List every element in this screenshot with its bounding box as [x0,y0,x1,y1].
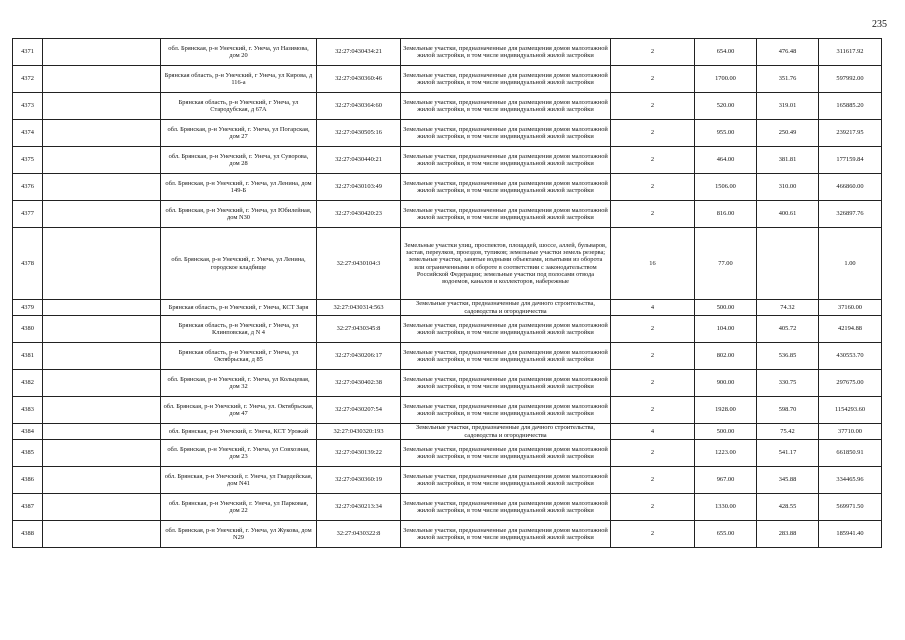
row-number-cell: 4383 [13,397,43,424]
blank-cell [43,39,161,66]
blank-cell [43,440,161,467]
group-cell: 2 [611,397,695,424]
table-row [13,370,882,397]
price-cell: 74.32 [757,300,819,316]
row-number-cell: 4388 [13,521,43,548]
area-cell: 900.00 [695,370,757,397]
land-category-cell: Земельные участки, предназначенные для размещения домов малоэтажной жилой застройки, в том числе индивидуальной жилой застройки [401,39,611,66]
area-cell: 1506.00 [695,174,757,201]
area-cell: 464.00 [695,147,757,174]
address-cell: Брянская область, р-н Унечский, г Унеча, ул Кирова, д 116-а [161,66,317,93]
group-cell: 2 [611,174,695,201]
group-cell: 2 [611,201,695,228]
group-cell: 2 [611,66,695,93]
table-row [13,66,882,93]
price-cell: 330.75 [757,370,819,397]
row-number-cell: 4385 [13,440,43,467]
price-cell: 405.72 [757,316,819,343]
cadastral-number-cell: 32:27:0430440:21 [317,147,401,174]
group-cell: 2 [611,39,695,66]
land-category-cell: Земельные участки, предназначенные для размещения домов малоэтажной жилой застройки, в том числе индивидуальной жилой застройки [401,66,611,93]
blank-cell [43,370,161,397]
land-category-cell: Земельные участки, предназначенные для размещения домов малоэтажной жилой застройки, в том числе индивидуальной жилой застройки [401,316,611,343]
cadastral-number-cell: 32:27:0430104:3 [317,228,401,300]
land-category-cell: Земельные участки улиц, проспектов, площадей, шоссе, аллей, бульваров, застав, переулков, проездов, тупиков; земельные участки земель резерва; земельные участки, занятые водными объектами, изъятыми из оборота или ограниченными в обороте в соответствии с законодательством Российской Федерации; земельные участки под полосами отвода водоемов, каналов и коллекторов, набережные [401,228,611,300]
cadastral-number-cell: 32:27:0430364:60 [317,93,401,120]
address-cell: обл. Брянская, р-н Унечский, г. Унеча, ул Суворова, дом 28 [161,147,317,174]
area-cell: 955.00 [695,120,757,147]
cadastral-number-cell: 32:27:0430103:49 [317,174,401,201]
land-category-cell: Земельные участки, предназначенные для размещения домов малоэтажной жилой застройки, в том числе индивидуальной жилой застройки [401,201,611,228]
address-cell: Брянская область, р-н Унечский, г Унеча, ул Клинповская, д N 4 [161,316,317,343]
cadastral-number-cell: 32:27:0430207:54 [317,397,401,424]
group-cell: 16 [611,228,695,300]
address-cell: обл. Брянская, р-н Унечский, г. Унеча, ул. Октябрьская, дом 47 [161,397,317,424]
cadastral-value-cell: 37710.00 [819,424,882,440]
price-cell: 250.49 [757,120,819,147]
row-number-cell: 4372 [13,66,43,93]
blank-cell [43,494,161,521]
area-cell: 967.00 [695,467,757,494]
land-category-cell: Земельные участки, предназначенные для размещения домов малоэтажной жилой застройки, в том числе индивидуальной жилой застройки [401,120,611,147]
address-cell: Брянская область, р-н Унечский, г Унеча, ул Октябрьская, д 85 [161,343,317,370]
cadastral-value-cell: 177159.84 [819,147,882,174]
blank-cell [43,120,161,147]
group-cell: 2 [611,440,695,467]
row-number-cell: 4387 [13,494,43,521]
area-cell: 1928.00 [695,397,757,424]
cadastral-value-cell: 1.00 [819,228,882,300]
table-row [13,521,882,548]
address-cell: обл. Брянская, р-н Унечский, г. Унеча, ул Гвардейская, дом N41 [161,467,317,494]
price-cell [757,228,819,300]
blank-cell [43,201,161,228]
blank-cell [43,228,161,300]
land-category-cell: Земельные участки, предназначенные для размещения домов малоэтажной жилой застройки, в том числе индивидуальной жилой застройки [401,440,611,467]
row-number-cell: 4375 [13,147,43,174]
cadastral-value-cell: 1154293.60 [819,397,882,424]
group-cell: 2 [611,120,695,147]
land-registry-table [12,38,882,548]
table-row [13,120,882,147]
blank-cell [43,467,161,494]
group-cell: 2 [611,370,695,397]
area-cell: 500.00 [695,300,757,316]
cadastral-number-cell: 32:27:0430360:19 [317,467,401,494]
table-row [13,343,882,370]
page-number: 235 [872,19,887,30]
land-category-cell: Земельные участки, предназначенные для размещения домов малоэтажной жилой застройки, в том числе индивидуальной жилой застройки [401,93,611,120]
land-category-cell: Земельные участки, предназначенные для размещения домов малоэтажной жилой застройки, в том числе индивидуальной жилой застройки [401,467,611,494]
row-number-cell: 4380 [13,316,43,343]
table-row [13,494,882,521]
area-cell: 520.00 [695,93,757,120]
cadastral-number-cell: 32:27:0430320:193 [317,424,401,440]
address-cell: обл. Брянская, р-н Унечский, г. Унеча, ул Ленина, дом 149-Б [161,174,317,201]
land-category-cell: Земельные участки, предназначенные для размещения домов малоэтажной жилой застройки, в том числе индивидуальной жилой застройки [401,147,611,174]
cadastral-number-cell: 32:27:0430314:563 [317,300,401,316]
cadastral-number-cell: 32:27:0430206:17 [317,343,401,370]
cadastral-number-cell: 32:27:0430139:22 [317,440,401,467]
area-cell: 1330.00 [695,494,757,521]
address-cell: Брянская область, р-н Унечский, г Унеча, КСТ Заря [161,300,317,316]
row-number-cell: 4379 [13,300,43,316]
row-number-cell: 4386 [13,467,43,494]
cadastral-number-cell: 32:27:0430505:16 [317,120,401,147]
cadastral-value-cell: 311617.92 [819,39,882,66]
blank-cell [43,397,161,424]
price-cell: 428.55 [757,494,819,521]
group-cell: 2 [611,494,695,521]
cadastral-value-cell: 661850.91 [819,440,882,467]
area-cell: 1223.00 [695,440,757,467]
cadastral-number-cell: 32:27:0430434:21 [317,39,401,66]
address-cell: обл. Брянская, р-н Унечский, г. Унеча, ул Жукова, дом N29 [161,521,317,548]
cadastral-value-cell: 37160.00 [819,300,882,316]
address-cell: обл. Брянская, р-н Унечский, г. Унеча, ул Совхозная, дом 23 [161,440,317,467]
price-cell: 319.01 [757,93,819,120]
table-row [13,440,882,467]
area-cell: 104.00 [695,316,757,343]
group-cell: 2 [611,93,695,120]
area-cell: 1700.00 [695,66,757,93]
price-cell: 400.61 [757,201,819,228]
table-row [13,316,882,343]
blank-cell [43,147,161,174]
row-number-cell: 4378 [13,228,43,300]
row-number-cell: 4384 [13,424,43,440]
row-number-cell: 4373 [13,93,43,120]
group-cell: 2 [611,343,695,370]
group-cell: 2 [611,316,695,343]
cadastral-value-cell: 466860.00 [819,174,882,201]
land-category-cell: Земельные участки, предназначенные для размещения домов малоэтажной жилой застройки, в том числе индивидуальной жилой застройки [401,494,611,521]
price-cell: 381.81 [757,147,819,174]
table-row [13,174,882,201]
cadastral-value-cell: 185941.40 [819,521,882,548]
cadastral-value-cell: 42194.88 [819,316,882,343]
address-cell: обл. Брянская, р-н Унечский, г. Унеча, ул Парковая, дом 22 [161,494,317,521]
blank-cell [43,316,161,343]
area-cell: 655.00 [695,521,757,548]
land-category-cell: Земельные участки, предназначенные для размещения домов малоэтажной жилой застройки, в том числе индивидуальной жилой застройки [401,370,611,397]
price-cell: 476.48 [757,39,819,66]
cadastral-value-cell: 569971.50 [819,494,882,521]
cadastral-number-cell: 32:27:0430402:38 [317,370,401,397]
table-row [13,228,882,300]
address-cell: обл. Брянская, р-н Унечский, г. Унеча, ул Кольцевая, дом 32 [161,370,317,397]
group-cell: 4 [611,424,695,440]
group-cell: 2 [611,521,695,548]
land-category-cell: Земельные участки, предназначенные для размещения домов малоэтажной жилой застройки, в том числе индивидуальной жилой застройки [401,174,611,201]
cadastral-value-cell: 597992.00 [819,66,882,93]
cadastral-value-cell: 239217.95 [819,120,882,147]
table-row [13,93,882,120]
address-cell: обл. Брянская, р-н Унечский, г. Унеча, КСТ Урожай [161,424,317,440]
land-category-cell: Земельные участки, предназначенные для размещения домов малоэтажной жилой застройки, в том числе индивидуальной жилой застройки [401,521,611,548]
cadastral-value-cell: 326897.76 [819,201,882,228]
land-category-cell: Земельные участки, предназначенные для размещения домов малоэтажной жилой застройки, в том числе индивидуальной жилой застройки [401,343,611,370]
row-number-cell: 4371 [13,39,43,66]
row-number-cell: 4374 [13,120,43,147]
table-row [13,201,882,228]
area-cell: 500.00 [695,424,757,440]
land-category-cell: Земельные участки, предназначенные для размещения домов малоэтажной жилой застройки, в том числе индивидуальной жилой застройки [401,397,611,424]
land-category-cell: Земельные участки, предназначенные для дачного строительства, садоводства и огородничества [401,300,611,316]
row-number-cell: 4382 [13,370,43,397]
table-row [13,39,882,66]
area-cell: 77.00 [695,228,757,300]
price-cell: 541.17 [757,440,819,467]
table-row [13,424,882,440]
cadastral-value-cell: 165885.20 [819,93,882,120]
area-cell: 816.00 [695,201,757,228]
row-number-cell: 4377 [13,201,43,228]
blank-cell [43,174,161,201]
cadastral-number-cell: 32:27:0430345:8 [317,316,401,343]
cadastral-number-cell: 32:27:0430420:23 [317,201,401,228]
land-category-cell: Земельные участки, предназначенные для дачного строительства, садоводства и огородничества [401,424,611,440]
group-cell: 2 [611,467,695,494]
cadastral-number-cell: 32:27:0430360:46 [317,66,401,93]
address-cell: обл. Брянская, р-н Унечский, г. Унеча, ул Погарская, дом 27 [161,120,317,147]
cadastral-number-cell: 32:27:0430213:34 [317,494,401,521]
price-cell: 75.42 [757,424,819,440]
blank-cell [43,343,161,370]
address-cell: обл. Брянская, р-н Унечский, г. Унеча, ул Ленина, городское кладбище [161,228,317,300]
cadastral-number-cell: 32:27:0430322:8 [317,521,401,548]
table-row [13,300,882,316]
table-row [13,467,882,494]
area-cell: 802.00 [695,343,757,370]
price-cell: 351.76 [757,66,819,93]
area-cell: 654.00 [695,39,757,66]
blank-cell [43,66,161,93]
blank-cell [43,424,161,440]
group-cell: 2 [611,147,695,174]
price-cell: 283.88 [757,521,819,548]
row-number-cell: 4376 [13,174,43,201]
table-row [13,397,882,424]
address-cell: обл. Брянская, р-н Унечский, г. Унеча, ул Юбилейная, дом N30 [161,201,317,228]
cadastral-value-cell: 297675.00 [819,370,882,397]
address-cell: обл. Брянская, р-н Унечский, г. Унеча, ул Назимова, дом 20 [161,39,317,66]
address-cell: Брянская область, р-н Унечский, г Унеча, ул Стародубская, д 67А [161,93,317,120]
price-cell: 310.00 [757,174,819,201]
row-number-cell: 4381 [13,343,43,370]
blank-cell [43,93,161,120]
blank-cell [43,300,161,316]
price-cell: 536.85 [757,343,819,370]
price-cell: 598.70 [757,397,819,424]
cadastral-value-cell: 334465.96 [819,467,882,494]
table-row [13,147,882,174]
group-cell: 4 [611,300,695,316]
blank-cell [43,521,161,548]
cadastral-value-cell: 430553.70 [819,343,882,370]
price-cell: 345.88 [757,467,819,494]
